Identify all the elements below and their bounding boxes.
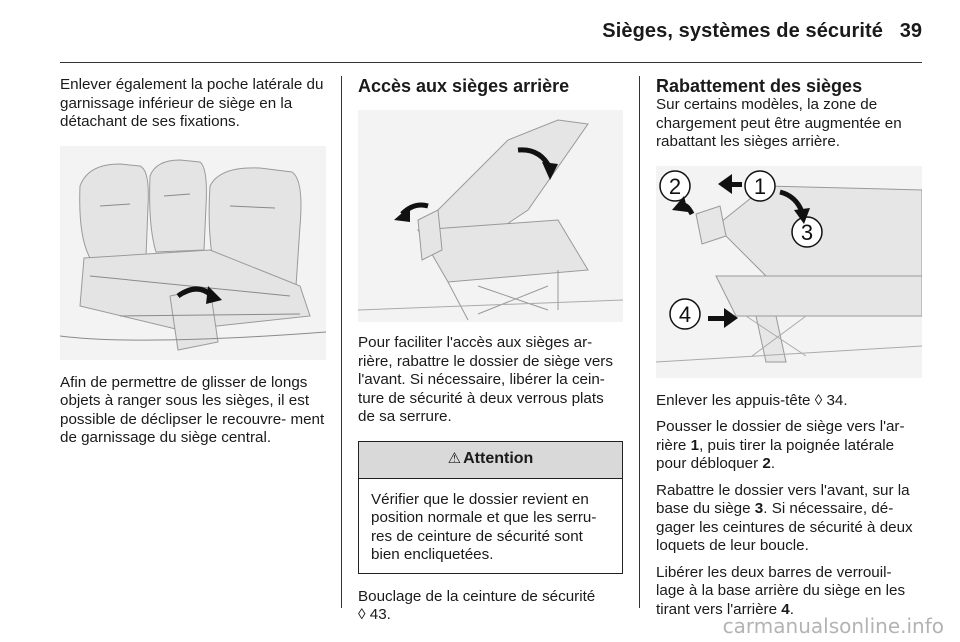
warning-title: Attention	[463, 450, 534, 468]
warning-header	[359, 442, 622, 479]
seatbelt-buckling-text: Bouclage de la ceinture de sécurité	[358, 587, 596, 605]
column2-paragraph-2	[358, 588, 623, 625]
callout-1: 1	[753, 173, 767, 199]
watermark: carmanualsonline.info	[722, 614, 944, 638]
triangle-pointer-icon: ◊	[358, 606, 366, 623]
column-3	[656, 76, 922, 619]
callout-3: 3	[800, 219, 814, 245]
triangle-pointer-icon: ◊	[814, 391, 823, 409]
column2-paragraph-1: Pour faciliter l'accès aux sièges ar- rière, rabattre le dossier de siège vers l'avant. Si nécessaire, libérer la cein- ture de sécurité à deux verrous plats de sa serrure.	[358, 334, 613, 425]
step-1: Enlever les appuis-tête ◊ 34.	[656, 391, 848, 409]
warning-body: Vérifier que le dossier revient en position normale et que les serru- res de ceinture de sécurité sont bien encliquetées.	[371, 490, 597, 563]
section-title: Sièges, systèmes de sécurité	[602, 20, 883, 42]
step-3: Rabattre le dossier vers l'avant, sur la base du siège 3. Si nécessaire, dé- gager les ceintures de sécurité à deux loquets de leur boucle.	[656, 481, 913, 554]
callout-2: 2	[668, 173, 682, 199]
callout-4: 4	[678, 301, 692, 327]
column-divider-right	[639, 76, 640, 608]
column1-paragraph-1: Enlever également la poche latérale du garnissage inférieur de siège en la détachant de ses fixations.	[60, 76, 324, 130]
figure-side-pocket	[60, 146, 326, 360]
column3-intro: Sur certains modèles, la zone de chargement peut être augmentée en rabattant les sièges arrière.	[656, 96, 902, 150]
figure-fold-steps	[656, 166, 922, 378]
column1-paragraph-2: Afin de permettre de glisser de longs objets à ranger sous les sièges, il est possible de déclipser le recouvre- ment de garnissage du siège central.	[60, 373, 325, 446]
heading-fold-seats: Rabattement des sièges	[656, 76, 863, 96]
warning-box	[358, 441, 623, 574]
column-1	[60, 76, 326, 448]
page-reference: 43.	[369, 606, 391, 623]
page-number: 39	[899, 20, 922, 42]
step-2: Pousser le dossier de siège vers l'ar- rière 1, puis tirer la poignée latérale pour débloquer 2.	[656, 418, 905, 472]
step-4: Libérer les deux barres de verrouil- lage à la base arrière du siège en les tirant vers l'arrière 4.	[656, 563, 906, 618]
figure-seat-tilt	[358, 110, 623, 322]
column-divider-left	[341, 76, 342, 608]
column-2	[358, 76, 623, 625]
heading-rear-seat-access: Accès aux sièges arrière	[358, 76, 570, 96]
warning-triangle-icon: ⚠	[447, 450, 462, 468]
